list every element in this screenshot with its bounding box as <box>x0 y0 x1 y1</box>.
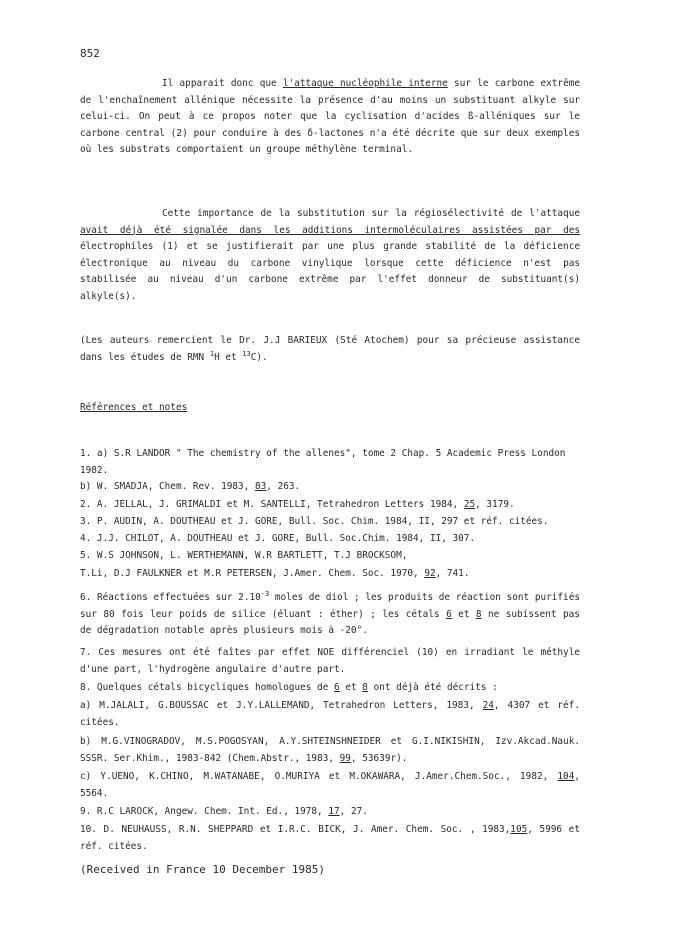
ref-pages: , 5996 et réf. citées. <box>80 824 580 852</box>
ref-text: 7. Ces mesures ont été faîtes par effet NOE différenciel (10) en irradiant le méthyle d'une part, l'hydrogène angulaire d'autre part. <box>80 647 580 675</box>
paragraph-nucleophilic-attack <box>80 76 580 159</box>
volume-number: 17 <box>328 806 340 817</box>
ref-text: ne subissent pas de dégradation notable après plusieurs mois à -20°. <box>80 608 580 636</box>
ref-text: b) M.G.VINOGRADOV, M.S.POGOSYAN, A.Y.SHTEINSHNEIDER et G.I.NIKISHIN, Izv.Akcad.Nauk. SSSR. Ser.Khim., 1983-842 (Chem.Abstr., 1983, <box>80 736 580 764</box>
compound-number: 6 <box>334 682 340 693</box>
p3-mid: H et <box>214 351 237 363</box>
compound-number: 8 <box>362 682 368 693</box>
p3-text: (Les auteurs remercient le Dr. J.J BARIEUX (Sté Atochem) pour sa précieuse assistance dans les études de RMN <box>80 335 580 363</box>
ref-text: 2. A. JELLAL, J. GRIMALDI et M. SANTELLI, Tetrahedron Letters 1984, <box>80 499 459 510</box>
reference-8a <box>80 698 580 731</box>
ref-pages: , 27. <box>339 806 368 817</box>
reference-9 <box>80 804 580 821</box>
reference-5 <box>80 548 580 565</box>
p2-start: Cette importance de la substitution sur la régiosélectivité de l'attaque <box>162 208 580 219</box>
volume-number: 105 <box>510 824 528 835</box>
conjunction: et <box>458 608 470 620</box>
ref-pages: , 3179. <box>475 499 515 510</box>
references-heading: Références et notes <box>80 402 188 413</box>
ref-pages: , 741. <box>435 568 470 579</box>
p1-underlined: l'attaque nucléophile interne <box>282 78 448 89</box>
reference-3 <box>80 514 580 531</box>
volume-number: 24 <box>482 700 494 711</box>
p3-sup2: 13 <box>242 349 251 358</box>
received-date: (Received in France 10 December 1985) <box>80 863 326 876</box>
reference-10 <box>80 822 580 855</box>
ref-text: ont déjà été décrits : <box>373 682 498 693</box>
reference-1b <box>80 479 580 496</box>
volume-number: 104 <box>557 771 575 782</box>
ref-pages: , 53639r). <box>350 752 408 764</box>
ref-text: 5. W.S JOHNSON, L. WERTHEMANN, W.R BARTLETT, T.J BROCKSOM, <box>80 550 408 561</box>
volume-number: 92 <box>424 568 436 579</box>
p1-rest: sur le carbone extrême de l'enchaînement allénique nécessite la présence d'au moins un substituant alkyle sur celui-ci. On peut à ce propos noter que la cyclisation d'acides ß-alléniques sur le carbone central (2) pour conduire à des δ-lactones n'a été décrite que sur deux exemples où les substrats comportaient un groupe méthylène terminal. <box>80 78 580 155</box>
p1-start: Il apparait donc que <box>162 78 277 89</box>
volume-number: 99 <box>339 752 351 764</box>
ref-text: moles de diol ; les produits de réaction sont purifiés sur 80 fois leur poids de silice (éluant : éther) ; les cétals <box>80 592 580 620</box>
ref-text: a) M.JALALI, G.BOUSSAC et J.Y.LALLEMAND, Tetrahedron Letters, 1983, <box>80 700 475 711</box>
ref-text: 8. Quelques cétals bicycliques homologues de <box>80 682 329 693</box>
ref-text: T.Li, D.J FAULKNER et M.R PETERSEN, J.Amer. Chem. Soc. 1970, <box>80 568 419 579</box>
exponent: -3 <box>260 590 270 598</box>
ref-text: 10. D. NEUHAUSS, R.N. SHEPPARD et I.R.C. BICK, J. Amer. Chem. Soc. , 1983, <box>80 824 511 835</box>
ref-text: 3. P. AUDIN, A. DOUTHEAU et J. GORE, Bull. Soc. Chim. 1984, II, 297 et réf. citées. <box>80 516 549 527</box>
reference-2 <box>80 497 580 514</box>
reference-4 <box>80 531 580 548</box>
ref-text: 4. J.J. CHILOT, A. DOUTHEAU et J. GORE, Bull. Soc.Chim. 1984, II, 307. <box>80 533 476 544</box>
p3-sup1: 1 <box>209 349 215 358</box>
conjunction: et <box>345 682 357 693</box>
ref-pages: , 5564. <box>80 771 580 799</box>
reference-7 <box>80 645 580 678</box>
reference-8 <box>80 680 580 697</box>
volume-number: 83 <box>254 481 267 492</box>
reference-1a <box>80 446 580 479</box>
ref-text: 9. R.C LAROCK, Angew. Chem. Int. Ed., 1978, <box>80 806 323 817</box>
page-number: 852 <box>80 47 100 60</box>
paragraph-regioselectivity <box>80 206 580 305</box>
reference-5-cont <box>80 566 580 583</box>
ref-pages: , 4307 et réf. citées. <box>80 700 580 728</box>
reference-8b <box>80 734 580 767</box>
ref-text: c) Y.UENO, K.CHINO, M.WATANABE, O.MURIYA et M.OKAWARA, J.Amer.Chem.Soc., 1982, <box>80 771 549 782</box>
compound-number: 8 <box>475 608 482 620</box>
volume-number: 25 <box>463 499 476 510</box>
compound-number: 6 <box>446 608 452 620</box>
ref-pages: , 263. <box>266 481 301 492</box>
ref-text: 1. a) S.R LANDOR " The chemistry of the allenes", tome 2 Chap. 5 Academic Press London 1982. <box>80 448 566 476</box>
ref-text: 6. Réactions effectuées sur 2.10 <box>80 592 261 603</box>
paragraph-acknowledgement <box>80 333 580 366</box>
p2-rest: électrophiles (1) et se justifierait par une plus grande stabilité de la déficience électronique au niveau du carbone vinylique lorsque cette déficience n'est pas stabilisée au niveau d'un carbone extrême par l'effet donneur de substituant(s) alkyle(s). <box>80 241 580 302</box>
p3-end: C). <box>250 351 268 363</box>
reference-8c <box>80 769 580 802</box>
p2-underlined: avait déjà été signalée dans les additions intermoléculaires assistées par des <box>80 224 580 236</box>
ref-text: b) W. SMADJA, Chem. Rev. 1983, <box>80 481 250 492</box>
reference-6 <box>80 590 580 640</box>
